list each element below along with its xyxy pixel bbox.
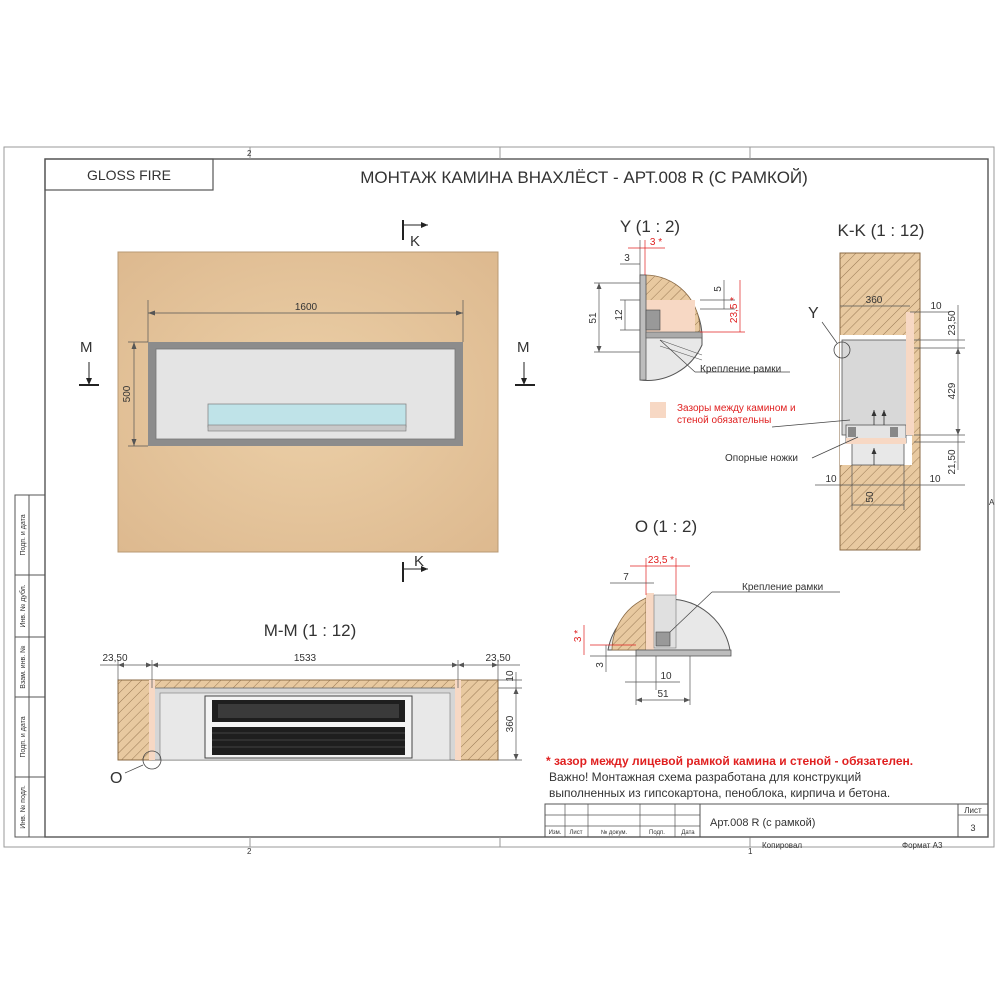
dim-kk-10a: 10 [930,301,942,312]
tb-format: Формат А3 [902,841,943,850]
tb-copied: Копировал [762,841,803,850]
note-line-2: выполненных из гипсокартона, пеноблока, кирпича и бетона. [549,786,891,800]
dim-kk-2150: 21,50 [947,449,958,475]
legend-swatch [650,402,666,418]
tb-col-3: Подп. [649,830,665,836]
header [45,159,808,190]
section-kk [650,221,965,550]
dim-kk-10b: 10 [825,474,837,485]
tb-sheet-label: Лист [964,806,982,815]
legend-line-1: Зазоры между камином и [677,403,796,414]
dim-o-10: 10 [660,671,672,682]
dim-y-3: 3 [624,253,630,264]
dim-mm-right: 23,50 [485,653,511,664]
detail-y [588,217,790,380]
note-line-1: Важно! Монтажная схема разработана для конструкций [549,770,862,784]
side-label-1: Инв. № дубл. [20,584,27,628]
detail-o [573,517,840,705]
section-mark-m-right: M [517,339,530,356]
dim-o-3: 3 [595,662,606,668]
side-strip [15,495,45,837]
detail-o-label: Крепление рамки [742,582,824,593]
zone-bottom-right: 1 [748,847,753,856]
side-label-3: Подп. и дата [20,716,27,758]
dim-y-51: 51 [588,312,599,324]
sheet-title: МОНТАЖ КАМИНА ВНАХЛЁСТ - АРТ.008 R (С РАМКОЙ) [360,168,808,187]
side-label-2: Взам. инв. № [20,645,27,689]
dim-o-3star: 3 * [573,629,584,643]
zone-bottom-left: 2 [247,847,252,856]
dim-width: 1600 [294,302,318,313]
dim-o-51: 51 [657,689,669,700]
section-mark-k-top: K [410,233,421,250]
dim-y-12: 12 [614,309,625,321]
dim-mm-top: 10 [505,670,516,682]
section-mark-k-bottom: K [414,553,425,570]
burner-glass [208,404,406,427]
detail-y-title: Y (1 : 2) [619,217,681,236]
legend-line-2: стеной обязательны [677,415,772,426]
zone-right: A [989,498,995,507]
tb-col-2: № докум. [600,830,628,836]
dim-y-5: 5 [713,286,724,292]
detail-o-title: O (1 : 2) [634,517,698,536]
side-label-0: Подп. и дата [20,514,27,556]
tb-col-1: Лист [569,830,583,836]
section-mm [100,621,522,787]
notes [546,754,913,800]
detail-y-label: Крепление рамки [700,364,782,375]
dim-kk-2350: 23,50 [947,310,958,336]
callout-y: Y [808,305,819,322]
dim-mm-left: 23,50 [102,653,128,664]
section-mark-m-left: M [80,339,93,356]
dim-mm-depth: 360 [505,715,516,733]
dim-kk-50: 50 [865,491,876,503]
tb-col-0: Изм. [548,830,562,836]
front-view [79,220,535,582]
dim-mm-center: 1533 [293,653,317,664]
dim-o-7: 7 [623,572,629,583]
dim-kk-10c: 10 [929,474,941,485]
brand-label: GLOSS FIRE [86,167,172,183]
dim-y-3star: 3 * [649,237,663,248]
tb-sheet-number: 3 [970,823,976,833]
title-block [545,804,988,850]
feet-label: Опорные ножки [725,453,798,464]
section-mm-title: М-М (1 : 12) [263,621,357,640]
dim-o-235: 23,5 * [647,555,675,566]
dim-height: 500 [122,385,133,403]
tb-col-4: Дата [681,830,695,836]
callout-o: O [110,770,123,787]
side-label-4: Инв. № подл. [20,785,27,829]
dim-kk-360: 360 [865,295,883,306]
dim-kk-429: 429 [947,382,958,400]
zone-top: 2 [247,149,252,158]
section-kk-title: K-K (1 : 12) [837,221,925,240]
note-red: * зазор между лицевой рамкой камина и стеной - обязателен. [546,754,914,768]
tb-article: Арт.008 R (с рамкой) [710,817,816,829]
dim-y-235: 23,5 * [729,296,740,324]
